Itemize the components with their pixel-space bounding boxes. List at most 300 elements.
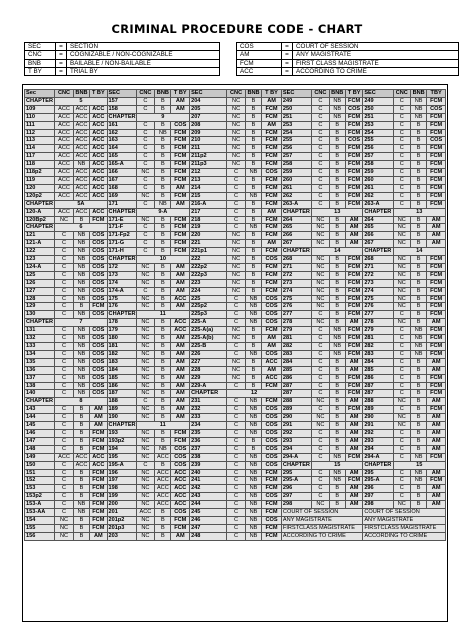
trial-by-cell: FCM — [262, 216, 282, 224]
section-number: 261 — [363, 184, 393, 192]
cognizable-cell: C — [227, 350, 246, 358]
trial-by-cell: FCM — [262, 501, 282, 509]
legend-equals: = — [282, 43, 293, 51]
procedure-chart-table — [24, 89, 446, 541]
column-header: Sec — [25, 90, 55, 98]
bailable-cell: B — [329, 445, 345, 453]
trial-by-cell: FCM — [345, 271, 362, 279]
cognizable-cell: NC — [136, 303, 155, 311]
cognizable-cell: C — [227, 414, 246, 422]
bailable-cell: B — [329, 263, 345, 271]
cognizable-cell: NC — [227, 153, 246, 161]
section-number: 281 — [363, 335, 393, 343]
cognizable-cell: NC — [227, 97, 246, 105]
cognizable-cell: C — [312, 311, 329, 319]
bailable-cell: NB — [410, 469, 426, 477]
table-row — [25, 176, 446, 184]
cognizable-cell: C — [136, 232, 155, 240]
table-row — [25, 406, 446, 414]
bailable-cell: B — [410, 287, 426, 295]
trial-by-cell: COS — [90, 382, 107, 390]
chapter-number: 14 — [312, 248, 363, 256]
legend-meaning: COURT OF SESSION — [293, 43, 459, 51]
cognizable-cell: C — [55, 343, 74, 351]
section-number: 195 — [107, 453, 136, 461]
section-number: 212 — [190, 169, 227, 177]
trial-by-cell: FCM — [345, 153, 362, 161]
cognizable-cell: C — [227, 406, 246, 414]
trial-by-cell: COS — [90, 295, 107, 303]
section-number: 277 — [281, 311, 311, 319]
trial-by-cell: AM — [427, 232, 446, 240]
bailable-cell: B — [245, 105, 261, 113]
bailable-cell: B — [155, 327, 171, 335]
trial-by-cell: FCM — [345, 121, 362, 129]
trial-by-cell: FCM — [345, 327, 362, 335]
bailable-cell: B — [410, 256, 426, 264]
section-number: 119 — [25, 176, 55, 184]
section-number: 225p3 — [190, 311, 227, 319]
section-number: 216-A — [190, 200, 227, 208]
bailable-cell: ACC — [73, 137, 89, 145]
chapter-label: CHAPTER — [364, 461, 392, 468]
table-row — [25, 366, 446, 374]
bailable-cell: B — [329, 485, 345, 493]
trial-by-cell: AM — [345, 240, 362, 248]
trial-by-cell: ACC — [90, 208, 107, 216]
bailable-cell: NB — [245, 485, 261, 493]
section-number: 127 — [25, 287, 55, 295]
bailable-cell: B — [329, 129, 345, 137]
section-number: 130 — [25, 311, 55, 319]
trial-by-cell: AM — [171, 200, 190, 208]
bailable-cell: B — [155, 532, 171, 540]
trial-by-cell: AM — [427, 240, 446, 248]
bailable-cell: NB — [245, 422, 261, 430]
chapter-label: CHAPTER — [364, 208, 392, 215]
bailable-cell: B — [329, 429, 345, 437]
trial-by-cell: COS — [90, 311, 107, 319]
cognizable-cell: C — [136, 97, 155, 105]
legend-note: FIRSTCLASS MAGISTRATE — [281, 524, 362, 532]
section-number: 148 — [25, 445, 55, 453]
trial-by-cell: AM — [171, 366, 190, 374]
cognizable-cell: C — [312, 350, 329, 358]
cognizable-cell: C — [393, 192, 410, 200]
cognizable-cell: C — [312, 335, 329, 343]
section-number: 256 — [363, 145, 393, 153]
cognizable-cell: C — [227, 516, 246, 524]
trial-by-cell: AM — [345, 232, 362, 240]
cognizable-cell: NC — [312, 224, 329, 232]
table-row — [25, 343, 446, 351]
bailable-cell: NB — [329, 477, 345, 485]
cognizable-cell: C — [312, 382, 329, 390]
bailable-cell: ACC — [73, 453, 89, 461]
table-row — [25, 153, 446, 161]
cognizable-cell: NC — [312, 256, 329, 264]
bailable-cell: NB — [73, 350, 89, 358]
section-number: 221 — [190, 240, 227, 248]
section-number: 129 — [25, 303, 55, 311]
cognizable-cell: C — [393, 327, 410, 335]
column-header: CNC — [55, 90, 74, 98]
bailable-cell: NB — [410, 327, 426, 335]
column-header: CNC — [393, 90, 410, 98]
bailable-cell: NB — [73, 501, 89, 509]
chapter-number: 15 — [312, 461, 363, 469]
section-number: 271 — [363, 263, 393, 271]
trial-by-cell: ACC — [90, 161, 107, 169]
section-number: 122 — [25, 248, 55, 256]
cognizable-cell: NC — [136, 532, 155, 540]
bailable-cell: B — [410, 153, 426, 161]
cognizable-cell: C — [55, 437, 74, 445]
bailable-cell: NB — [245, 414, 261, 422]
section-number: 267 — [363, 240, 393, 248]
bailable-cell: B — [245, 279, 261, 287]
trial-by-cell: COS — [90, 240, 107, 248]
cognizable-cell: NC — [136, 382, 155, 390]
cognizable-cell: NC — [227, 271, 246, 279]
trial-by-cell: AM — [345, 224, 362, 232]
bailable-cell: NB — [245, 469, 261, 477]
chapter-label: CHAPTER — [108, 208, 136, 215]
cognizable-cell: C — [227, 469, 246, 477]
section-number: 233 — [190, 414, 227, 422]
section-number: 294-A — [281, 453, 311, 461]
cognizable-cell: C — [312, 137, 329, 145]
cognizable-cell: C — [393, 311, 410, 319]
chapter-label: CHAPTER — [108, 256, 136, 263]
section-number: 153-AA — [25, 509, 55, 517]
bailable-cell: NB — [73, 232, 89, 240]
bailable-cell: B — [245, 113, 261, 121]
section-number: 266 — [363, 232, 393, 240]
trial-by-cell: FCM — [427, 263, 446, 271]
cognizable-cell: NC — [312, 287, 329, 295]
section-number: 110 — [25, 113, 55, 121]
section-number: 164 — [107, 145, 136, 153]
section-number: 214 — [190, 184, 227, 192]
bailable-cell: B — [410, 437, 426, 445]
table-row — [25, 303, 446, 311]
cognizable-cell: C — [393, 445, 410, 453]
cognizable-cell: C — [227, 493, 246, 501]
section-number: 154 — [25, 516, 55, 524]
section-number: 153-A — [25, 501, 55, 509]
cognizable-cell: C — [393, 169, 410, 177]
chapter-label: CHAPTER — [26, 97, 54, 104]
trial-by-cell: FCM — [345, 161, 362, 169]
section-number: 145 — [25, 422, 55, 430]
trial-by-cell: AM — [427, 358, 446, 366]
bailable-cell: B — [410, 358, 426, 366]
section-number: 276 — [281, 303, 311, 311]
bailable-cell: NB — [245, 453, 261, 461]
chart-table-wrapper — [24, 89, 446, 569]
trial-by-cell: FCM — [345, 311, 362, 319]
trial-by-cell: FCM — [427, 279, 446, 287]
legend-note: ANY MAGISTRATE — [363, 516, 446, 524]
cognizable-cell: C — [312, 453, 329, 461]
section-number: 229-A — [190, 382, 227, 390]
cognizable-cell: NC — [393, 303, 410, 311]
trial-by-cell: ACC — [90, 137, 107, 145]
section-number: 131 — [25, 327, 55, 335]
section-number: 183 — [107, 358, 136, 366]
section-number: 118 — [25, 161, 55, 169]
trial-by-cell: FCM — [171, 137, 190, 145]
bailable-cell: ACC — [73, 169, 89, 177]
trial-by-cell: AM — [345, 422, 362, 430]
table-row — [25, 493, 446, 501]
section-number: 118p2 — [25, 169, 55, 177]
section-number: 272 — [281, 271, 311, 279]
section-number: 237 — [190, 445, 227, 453]
trial-by-cell: AM — [427, 485, 446, 493]
trial-by-cell: AM — [427, 414, 446, 422]
bailable-cell: B — [410, 382, 426, 390]
bailable-cell: NB — [410, 477, 426, 485]
bailable-cell: B — [155, 153, 171, 161]
bailable-cell: ACC — [73, 121, 89, 129]
table-row — [25, 422, 446, 430]
section-number: 273 — [363, 279, 393, 287]
cognizable-cell: C — [393, 374, 410, 382]
bailable-cell: B — [155, 398, 171, 406]
bailable-cell: NB — [155, 129, 171, 137]
section-number: 198 — [107, 485, 136, 493]
bailable-cell: B — [245, 216, 261, 224]
section-number: 132 — [25, 335, 55, 343]
trial-by-cell: FCM — [345, 374, 362, 382]
cognizable-cell: C — [393, 200, 410, 208]
bailable-cell: B — [329, 176, 345, 184]
cognizable-cell: ACC — [136, 509, 155, 517]
cognizable-cell: C — [312, 445, 329, 453]
cognizable-cell: C — [393, 113, 410, 121]
trial-by-cell: AM — [171, 279, 190, 287]
bailable-cell: B — [155, 437, 171, 445]
table-row — [25, 469, 446, 477]
section-number: 250 — [281, 105, 311, 113]
column-header: CNC — [227, 90, 246, 98]
cognizable-cell: NC — [55, 216, 74, 224]
trial-by-cell: FCM — [90, 509, 107, 517]
table-row — [25, 200, 446, 208]
cognizable-cell: NC — [136, 390, 155, 398]
section-number: 155 — [25, 524, 55, 532]
trial-by-cell: COS — [90, 390, 107, 398]
trial-by-cell: COS — [171, 461, 190, 469]
cognizable-cell: C — [227, 485, 246, 493]
cognizable-cell: C — [393, 121, 410, 129]
cognizable-cell: C — [393, 184, 410, 192]
bailable-cell: B — [245, 445, 261, 453]
bailable-cell: B — [155, 145, 171, 153]
bailable-cell: ACC — [155, 469, 171, 477]
trial-by-cell: FCM — [262, 509, 282, 517]
table-row — [25, 532, 446, 540]
column-header: TBY — [427, 90, 446, 98]
section-number: 203 — [107, 532, 136, 540]
section-number: 225-B — [190, 343, 227, 351]
trial-by-cell: FCM — [345, 382, 362, 390]
cognizable-cell: C — [393, 406, 410, 414]
section-number: 283 — [363, 350, 393, 358]
bailable-cell: B — [329, 169, 345, 177]
trial-by-cell: COS — [90, 271, 107, 279]
trial-by-cell: COS — [90, 232, 107, 240]
chapter-number: 7 — [55, 319, 107, 327]
bailable-cell: B — [329, 271, 345, 279]
trial-by-cell: AM — [427, 469, 446, 477]
legend-meaning: SECTION — [67, 43, 220, 51]
cognizable-cell: C — [393, 343, 410, 351]
bailable-cell: ACC — [73, 129, 89, 137]
legend-abbr: FCM — [237, 59, 282, 67]
trial-by-cell: COS — [262, 429, 282, 437]
cognizable-cell: ACC — [55, 184, 74, 192]
trial-by-cell: FCM — [262, 153, 282, 161]
section-number: 275 — [281, 295, 311, 303]
cognizable-cell: C — [55, 287, 74, 295]
bailable-cell: NB — [73, 295, 89, 303]
bailable-cell: B — [155, 121, 171, 129]
cognizable-cell: C — [393, 161, 410, 169]
chapter-label: CHAPTER — [108, 422, 136, 429]
cognizable-cell: C — [393, 453, 410, 461]
trial-by-cell: ACC — [90, 184, 107, 192]
bailable-cell: B — [245, 97, 261, 105]
section-number: 283 — [281, 350, 311, 358]
section-number: 178 — [107, 319, 136, 327]
column-header: SEC — [363, 90, 393, 98]
bailable-cell: NB — [245, 429, 261, 437]
bailable-cell: B — [329, 161, 345, 169]
section-number: 222p3 — [190, 271, 227, 279]
cognizable-cell: C — [227, 319, 246, 327]
section-number: 235 — [190, 429, 227, 437]
legend-abbr: T BY — [25, 67, 56, 75]
trial-by-cell: FCM — [427, 311, 446, 319]
trial-by-cell: AM — [262, 240, 282, 248]
cognizable-cell: NC — [136, 493, 155, 501]
cognizable-cell: C — [312, 437, 329, 445]
section-number: 294 — [281, 445, 311, 453]
section-number: 211 — [190, 145, 227, 153]
bailable-cell: B — [73, 437, 89, 445]
cognizable-cell: C — [227, 509, 246, 517]
trial-by-cell: COS — [171, 509, 190, 517]
cognizable-cell: C — [312, 145, 329, 153]
section-number: 120 — [25, 184, 55, 192]
section-number: 279 — [281, 327, 311, 335]
section-number: 262 — [281, 192, 311, 200]
cognizable-cell: C — [227, 382, 246, 390]
cognizable-cell: NC — [136, 437, 155, 445]
section-number: 135 — [25, 358, 55, 366]
section-number: 174 — [107, 279, 136, 287]
trial-by-cell: COS — [90, 263, 107, 271]
cognizable-cell: NC — [227, 263, 246, 271]
cognizable-cell: ACC — [55, 208, 74, 216]
section-number: 281 — [281, 335, 311, 343]
cognizable-cell: C — [393, 485, 410, 493]
section-number: 121 — [25, 232, 55, 240]
section-number: 261 — [281, 184, 311, 192]
cognizable-cell: C — [227, 477, 246, 485]
trial-by-cell: FCM — [427, 287, 446, 295]
bailable-cell: B — [73, 216, 89, 224]
trial-by-cell: ACC — [90, 453, 107, 461]
trial-by-cell: AM — [262, 343, 282, 351]
bailable-cell: B — [155, 105, 171, 113]
bailable-cell: NB — [73, 311, 89, 319]
bailable-cell: NB — [73, 327, 89, 335]
section-number: 165-A — [107, 161, 136, 169]
cognizable-cell: C — [55, 374, 74, 382]
trial-by-cell: AM — [171, 263, 190, 271]
section-number: 181 — [107, 343, 136, 351]
cognizable-cell: C — [393, 153, 410, 161]
legend-equals: = — [282, 67, 293, 75]
legend-abbr: BNB — [25, 59, 56, 67]
section-number: 197 — [107, 477, 136, 485]
bailable-cell: B — [329, 493, 345, 501]
cognizable-cell: NC — [136, 516, 155, 524]
section-number: 289 — [363, 406, 393, 414]
trial-by-cell: FCM — [345, 335, 362, 343]
trial-by-cell: COS — [90, 279, 107, 287]
trial-by-cell: AM — [90, 406, 107, 414]
legend-abbr: ACC — [237, 67, 282, 75]
cognizable-cell: NC — [136, 319, 155, 327]
section-number: 143 — [25, 406, 55, 414]
trial-by-cell: FCM — [171, 232, 190, 240]
legend-note: FIRSTCLASS MAGISTRATE — [363, 524, 446, 532]
bailable-cell: B — [329, 414, 345, 422]
trial-by-cell: COS — [262, 437, 282, 445]
cognizable-cell: NC — [136, 169, 155, 177]
bailable-cell: B — [245, 153, 261, 161]
section-number: 223 — [190, 279, 227, 287]
section-number: 204 — [190, 97, 227, 105]
cognizable-cell: NC — [136, 477, 155, 485]
bailable-cell: B — [329, 137, 345, 145]
bailable-cell: NB — [73, 343, 89, 351]
bailable-cell: B — [245, 263, 261, 271]
cognizable-cell: NC — [136, 406, 155, 414]
bailable-cell: B — [73, 477, 89, 485]
trial-by-cell: AM — [345, 366, 362, 374]
bailable-cell: NB — [73, 390, 89, 398]
table-row — [25, 121, 446, 129]
trial-by-cell: COS — [90, 256, 107, 264]
chapter-number: 15 — [393, 461, 445, 469]
section-number: 176 — [107, 303, 136, 311]
trial-by-cell: COS — [90, 350, 107, 358]
bailable-cell: B — [245, 335, 261, 343]
section-number: 295-A — [363, 477, 393, 485]
trial-by-cell: AM — [171, 358, 190, 366]
section-number: 172 — [107, 263, 136, 271]
trial-by-cell: AM — [345, 469, 362, 477]
trial-by-cell: AM — [427, 224, 446, 232]
legend-abbr: AM — [237, 51, 282, 59]
table-row — [25, 105, 446, 113]
